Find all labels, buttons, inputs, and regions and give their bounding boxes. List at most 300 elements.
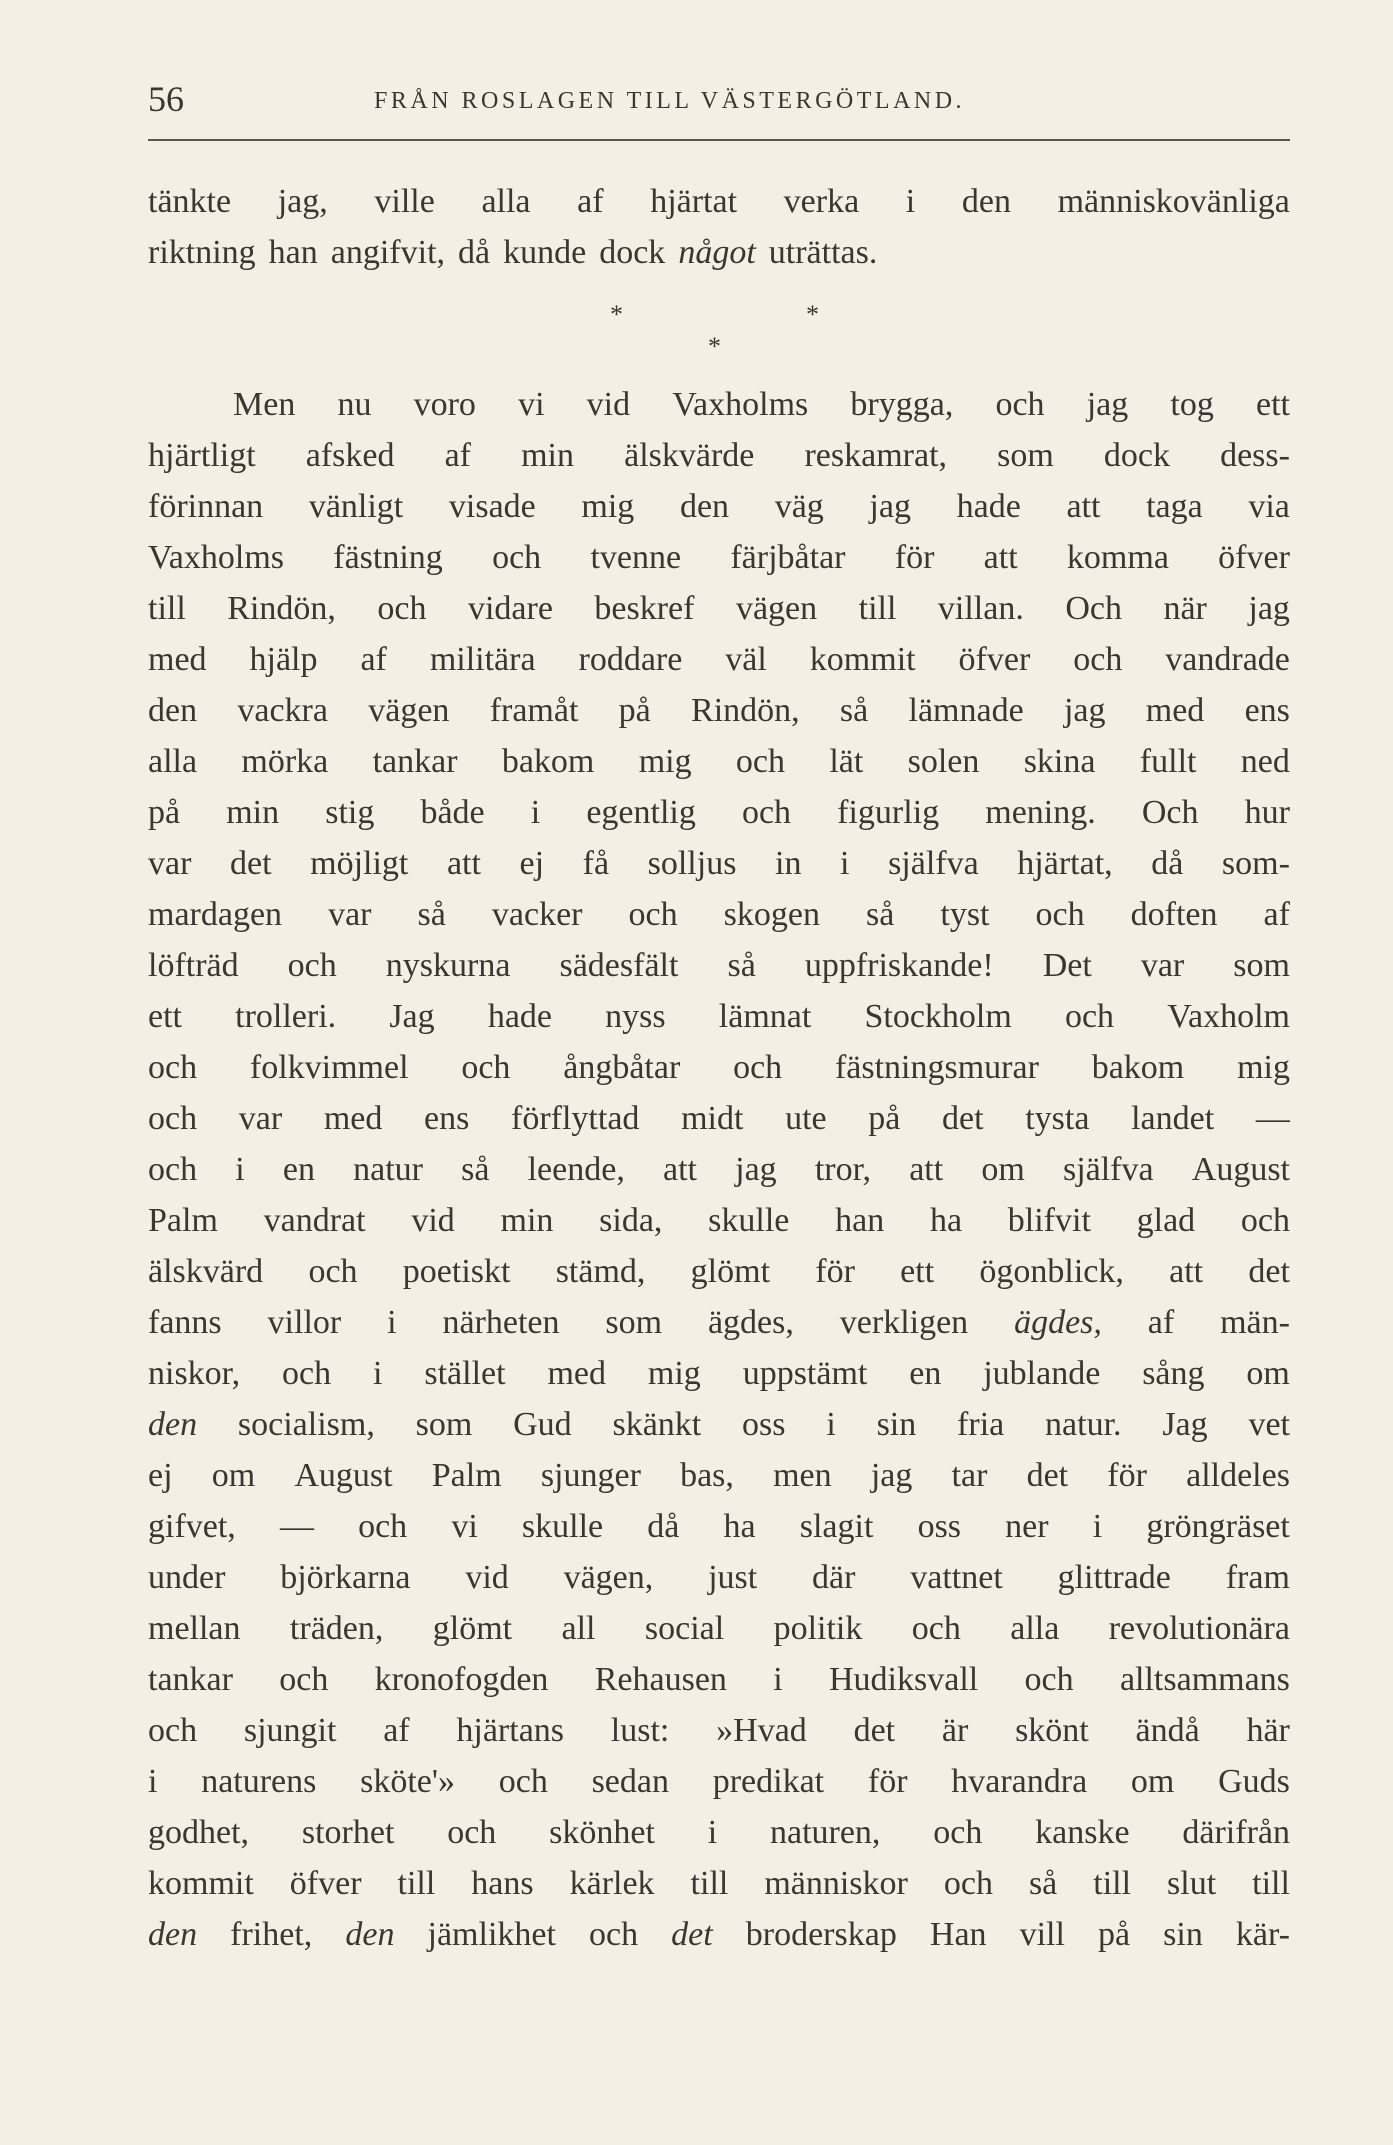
- word: tvenne: [590, 539, 682, 576]
- word: till: [1252, 1865, 1290, 1902]
- word: det: [942, 1100, 984, 1137]
- text-line: [148, 634, 1290, 685]
- word: kommit: [148, 1865, 254, 1902]
- word: var: [328, 896, 372, 933]
- word: om: [211, 1457, 256, 1494]
- word: naturen,: [769, 1814, 881, 1851]
- word: nu: [337, 386, 372, 423]
- text-line: [148, 1858, 1290, 1909]
- word: den: [148, 692, 198, 729]
- word: vi: [451, 1508, 478, 1545]
- word: August: [1191, 1151, 1290, 1188]
- word: då: [458, 234, 491, 271]
- word: ett: [148, 998, 182, 1035]
- word: alla: [481, 183, 531, 220]
- word: själfva: [888, 845, 979, 882]
- word: till: [858, 590, 897, 627]
- word: Palm: [148, 1202, 218, 1239]
- word: sida,: [599, 1202, 663, 1239]
- text-line: [148, 1093, 1290, 1144]
- word: jämlikhet: [427, 1916, 556, 1953]
- word: den: [345, 1916, 395, 1953]
- word: mig: [581, 488, 635, 525]
- word: att: [1169, 1253, 1204, 1290]
- text-line: [148, 1909, 1290, 1960]
- word: där: [812, 1559, 856, 1596]
- word: då: [1151, 845, 1184, 882]
- word: skänkt: [612, 1406, 702, 1443]
- word: vacker: [491, 896, 583, 933]
- word: ute: [785, 1100, 827, 1137]
- word: väl: [725, 641, 767, 678]
- word: bakom: [1091, 1049, 1185, 1086]
- word: mörka: [241, 743, 329, 780]
- word: voro: [413, 386, 476, 423]
- word: af: [577, 183, 604, 220]
- text-line: [148, 481, 1290, 532]
- word: jag: [735, 1151, 777, 1188]
- word: Vaxholm: [1167, 998, 1290, 1035]
- word: och: [287, 947, 337, 984]
- word: figurlig: [837, 794, 940, 831]
- word: så: [461, 1151, 490, 1188]
- word: en: [282, 1151, 315, 1188]
- word: tysta: [1025, 1100, 1090, 1137]
- word: och: [628, 896, 678, 933]
- word: hjälp: [249, 641, 318, 678]
- word: uppfriskande!: [804, 947, 994, 984]
- text-line: [148, 379, 1290, 430]
- word: som: [1233, 947, 1290, 984]
- word: fria: [957, 1406, 1005, 1443]
- word: kronofogden: [374, 1661, 549, 1698]
- word: —: [279, 1508, 314, 1545]
- word: Det: [1042, 947, 1092, 984]
- word: med: [1145, 692, 1205, 729]
- word: män-: [1220, 1304, 1290, 1341]
- word: Vaxholms: [672, 386, 809, 423]
- word: därifrån: [1182, 1814, 1290, 1851]
- word: gifvet,: [148, 1508, 236, 1545]
- word: och: [447, 1814, 497, 1851]
- word: dess-: [1220, 437, 1290, 474]
- word: så: [727, 947, 756, 984]
- word: storhet: [301, 1814, 395, 1851]
- word: väg: [774, 488, 824, 525]
- word: och: [911, 1610, 961, 1647]
- word: verka: [783, 183, 860, 220]
- word: och: [461, 1049, 511, 1086]
- word: och: [279, 1661, 329, 1698]
- text-line: [148, 787, 1290, 838]
- word: dock: [599, 234, 666, 271]
- word: politik: [773, 1610, 863, 1647]
- word: oss: [742, 1406, 786, 1443]
- word: när: [1163, 590, 1207, 627]
- word: tror,: [814, 1151, 872, 1188]
- text-line: [148, 736, 1290, 787]
- word: med: [148, 641, 207, 678]
- word: uträttas.: [768, 234, 878, 271]
- word: då: [647, 1508, 680, 1545]
- word: vidare: [467, 590, 553, 627]
- text-line: [148, 991, 1290, 1042]
- word: blifvit: [1007, 1202, 1091, 1239]
- word: för: [867, 1763, 908, 1800]
- word: fullt: [1139, 743, 1197, 780]
- word: kommit: [809, 641, 916, 678]
- word: det: [853, 1712, 896, 1749]
- word: ägdes,: [1014, 1304, 1102, 1341]
- word: och: [377, 590, 427, 627]
- word: det: [1026, 1457, 1069, 1494]
- word: ha: [723, 1508, 756, 1545]
- asterisk: *: [610, 300, 623, 329]
- word: till: [397, 1865, 436, 1902]
- word: Rehausen: [594, 1661, 727, 1698]
- word: möjligt: [310, 845, 409, 882]
- word: nyss: [605, 998, 666, 1035]
- word: människor: [764, 1865, 908, 1902]
- word: med: [547, 1355, 606, 1392]
- word: afsked: [305, 437, 395, 474]
- word: mardagen: [148, 896, 283, 933]
- word: angifvit,: [330, 234, 446, 271]
- text-line: [148, 227, 1290, 278]
- text-line: [148, 1399, 1290, 1450]
- word: leende,: [527, 1151, 625, 1188]
- word: i: [826, 1406, 836, 1443]
- word: doften: [1130, 896, 1218, 933]
- word: jublande: [983, 1355, 1101, 1392]
- running-title: FRÅN ROSLAGEN TILL VÄSTERGÖTLAND.: [374, 88, 966, 114]
- text-line: [148, 1297, 1290, 1348]
- word: som: [997, 437, 1054, 474]
- word: men: [773, 1457, 832, 1494]
- text-line: [148, 1195, 1290, 1246]
- word: alldeles: [1186, 1457, 1290, 1494]
- word: att: [983, 539, 1018, 576]
- word: är: [941, 1712, 969, 1749]
- word: Jag: [1162, 1406, 1208, 1443]
- word: vet: [1248, 1406, 1290, 1443]
- word: skulle: [521, 1508, 604, 1545]
- word: sjunger: [540, 1457, 641, 1494]
- word: och: [498, 1763, 548, 1800]
- word: fästning: [333, 539, 443, 576]
- word: ångbåtar: [563, 1049, 681, 1086]
- word: godhet,: [148, 1814, 250, 1851]
- word: in: [775, 845, 802, 882]
- word: på: [618, 692, 651, 729]
- word: sin: [1163, 1916, 1203, 1953]
- word: i: [530, 794, 541, 831]
- word: det: [230, 845, 272, 882]
- word: skönhet: [549, 1814, 655, 1851]
- paragraph-new: [148, 379, 1290, 1960]
- word: att: [446, 845, 481, 882]
- text-line: [148, 1552, 1290, 1603]
- word: öfver: [958, 641, 1031, 678]
- word: den: [148, 1406, 198, 1443]
- asterisk: *: [708, 332, 721, 361]
- word: ett: [1255, 386, 1290, 423]
- word: mellan: [148, 1610, 241, 1647]
- word: fram: [1225, 1559, 1290, 1596]
- word: ej: [519, 845, 545, 882]
- word: och: [943, 1865, 993, 1902]
- word: hur: [1244, 794, 1290, 831]
- word: skulle: [708, 1202, 790, 1239]
- word: social: [644, 1610, 725, 1647]
- word: själfva: [1062, 1151, 1154, 1188]
- word: öfver: [1218, 539, 1290, 576]
- paragraph-continued: [148, 176, 1290, 278]
- header-rule: [148, 139, 1290, 141]
- word: Jag: [389, 998, 435, 1035]
- word: till: [690, 1865, 729, 1902]
- word: bakom: [501, 743, 595, 780]
- text-line: [148, 1603, 1290, 1654]
- word: niskor,: [148, 1355, 241, 1392]
- word: militära: [429, 641, 536, 678]
- word: i: [840, 845, 850, 882]
- word: riktning: [148, 234, 256, 271]
- word: fästningsmurar: [834, 1049, 1039, 1086]
- word: stämd,: [555, 1253, 646, 1290]
- word: jag: [1248, 590, 1290, 627]
- word: brygga,: [850, 386, 954, 423]
- word: att: [1066, 488, 1101, 525]
- word: och: [735, 743, 785, 780]
- text-line: [148, 176, 1290, 227]
- word: min: [500, 1202, 554, 1239]
- word: dock: [1103, 437, 1170, 474]
- word: och: [1240, 1202, 1290, 1239]
- word: lämnat: [718, 998, 812, 1035]
- word: och: [148, 1049, 198, 1086]
- word: ner: [1005, 1508, 1049, 1545]
- word: att: [909, 1151, 944, 1188]
- word: Och: [1065, 590, 1122, 627]
- word: solen: [907, 743, 980, 780]
- word: vägen: [368, 692, 450, 729]
- text-line: [148, 1501, 1290, 1552]
- word: revolutionära: [1108, 1610, 1290, 1647]
- word: villor: [267, 1304, 342, 1341]
- word: poetiskt: [402, 1253, 511, 1290]
- word: vägen,: [563, 1559, 654, 1596]
- word: kärlek: [569, 1865, 655, 1902]
- word: vandrat: [263, 1202, 366, 1239]
- word: tankar: [372, 743, 458, 780]
- word: trolleri.: [235, 998, 337, 1035]
- word: hjärtligt: [148, 437, 256, 474]
- word: på: [1098, 1916, 1131, 1953]
- word: jag: [869, 488, 911, 525]
- word: i: [235, 1151, 245, 1188]
- word: sköte'»: [360, 1763, 456, 1800]
- word: Rindön,: [691, 692, 800, 729]
- word: och: [308, 1253, 358, 1290]
- word: nyskurna: [385, 947, 511, 984]
- word: ned: [1240, 743, 1290, 780]
- word: min: [521, 437, 575, 474]
- word: Stockholm: [864, 998, 1012, 1035]
- text-line: [148, 583, 1290, 634]
- word: just: [708, 1559, 758, 1596]
- word: var: [1140, 947, 1185, 984]
- word: oss: [917, 1508, 962, 1545]
- text-line: [148, 940, 1290, 991]
- word: hans: [471, 1865, 534, 1902]
- word: som: [605, 1304, 663, 1341]
- word: taga: [1146, 488, 1203, 525]
- word: ens: [424, 1100, 470, 1137]
- word: gröngräset: [1146, 1508, 1290, 1545]
- word: kanske: [1035, 1814, 1130, 1851]
- word: ägdes,: [707, 1304, 794, 1341]
- word: sång: [1142, 1355, 1205, 1392]
- word: glittrade: [1057, 1559, 1171, 1596]
- word: för: [815, 1253, 855, 1290]
- word: och: [358, 1508, 408, 1545]
- word: jag: [1086, 386, 1129, 423]
- word: människovänliga: [1057, 183, 1290, 220]
- word: och: [1064, 998, 1115, 1035]
- word: alla: [1010, 1610, 1060, 1647]
- word: sedan: [591, 1763, 669, 1800]
- word: hjärtat: [650, 183, 738, 220]
- word: af: [1263, 896, 1290, 933]
- word: midt: [681, 1100, 744, 1137]
- word: vid: [411, 1202, 455, 1239]
- word: om: [981, 1151, 1025, 1188]
- word: och: [741, 794, 792, 831]
- word: vill: [1019, 1916, 1065, 1953]
- word: det: [1248, 1253, 1290, 1290]
- section-separator: [148, 278, 1290, 379]
- word: vänligt: [308, 488, 404, 525]
- word: i: [905, 183, 916, 220]
- word: få: [582, 845, 610, 882]
- word: förinnan: [148, 488, 264, 525]
- word: både: [420, 794, 485, 831]
- word: och: [933, 1814, 983, 1851]
- word: så: [1028, 1865, 1058, 1902]
- word: för: [894, 539, 935, 576]
- word: vid: [465, 1559, 509, 1596]
- word: alla: [148, 743, 198, 780]
- word: som: [415, 1406, 473, 1443]
- word: solljus: [647, 845, 737, 882]
- word: och: [148, 1712, 198, 1749]
- word: af: [444, 437, 472, 474]
- word: på: [868, 1100, 901, 1137]
- word: löfträd: [148, 947, 239, 984]
- word: ens: [1244, 692, 1290, 729]
- word: och: [589, 1916, 639, 1953]
- word: predikat: [712, 1763, 825, 1800]
- word: öfver: [289, 1865, 362, 1902]
- word: vattnet: [910, 1559, 1003, 1596]
- word: visade: [448, 488, 536, 525]
- word: till: [1093, 1865, 1132, 1902]
- word: han: [835, 1202, 885, 1239]
- word: om: [1130, 1763, 1175, 1800]
- word: Hudiksvall: [829, 1661, 979, 1698]
- word: tänkte: [148, 183, 232, 220]
- word: August: [294, 1457, 393, 1494]
- text-line: [148, 532, 1290, 583]
- word: en: [909, 1355, 942, 1392]
- word: att: [662, 1151, 697, 1188]
- word: socialism,: [237, 1406, 375, 1443]
- word: vi: [518, 386, 545, 423]
- word: mig: [1237, 1049, 1290, 1086]
- word: skogen: [723, 896, 820, 933]
- word: naturens: [201, 1763, 317, 1800]
- word: skina: [1023, 743, 1096, 780]
- word: slut: [1167, 1865, 1217, 1902]
- word: till: [148, 590, 186, 627]
- word: »Hvad: [716, 1712, 807, 1749]
- word: bas,: [680, 1457, 734, 1494]
- word: Gud: [513, 1406, 572, 1443]
- word: förflyttad: [511, 1100, 640, 1137]
- word: älskvärde: [624, 437, 755, 474]
- word: i: [148, 1763, 158, 1800]
- word: reskamrat,: [804, 437, 948, 474]
- word: jag,: [277, 183, 328, 220]
- word: om: [1246, 1355, 1290, 1392]
- word: mening.: [985, 794, 1096, 831]
- word: hjärtat,: [1017, 845, 1113, 882]
- running-head: [148, 78, 1290, 124]
- word: här: [1246, 1712, 1290, 1749]
- word: för: [1107, 1457, 1147, 1494]
- word: som-: [1221, 845, 1290, 882]
- word: och: [995, 386, 1045, 423]
- page-number: 56: [148, 79, 184, 119]
- text-line: [148, 1348, 1290, 1399]
- word: så: [417, 896, 446, 933]
- word: fanns: [148, 1304, 222, 1341]
- word: det: [671, 1916, 713, 1953]
- word: Men: [233, 386, 296, 423]
- asterisk: *: [806, 300, 819, 329]
- word: ha: [929, 1202, 963, 1239]
- word: ändå: [1135, 1712, 1200, 1749]
- word: på: [148, 794, 181, 831]
- word: den: [961, 183, 1011, 220]
- word: af: [360, 641, 387, 678]
- word: verkligen: [839, 1304, 969, 1341]
- word: var: [238, 1100, 283, 1137]
- word: mig: [638, 743, 692, 780]
- word: komma: [1066, 539, 1169, 576]
- word: vandrade: [1165, 641, 1290, 678]
- word: slagit: [799, 1508, 874, 1545]
- word: via: [1248, 488, 1290, 525]
- word: vackra: [237, 692, 328, 729]
- word: egentlig: [586, 794, 696, 831]
- word: sädesfält: [559, 947, 679, 984]
- word: jag: [1063, 692, 1106, 729]
- word: hvarandra: [951, 1763, 1088, 1800]
- word: färjbåtar: [730, 539, 846, 576]
- word: ville: [374, 183, 435, 220]
